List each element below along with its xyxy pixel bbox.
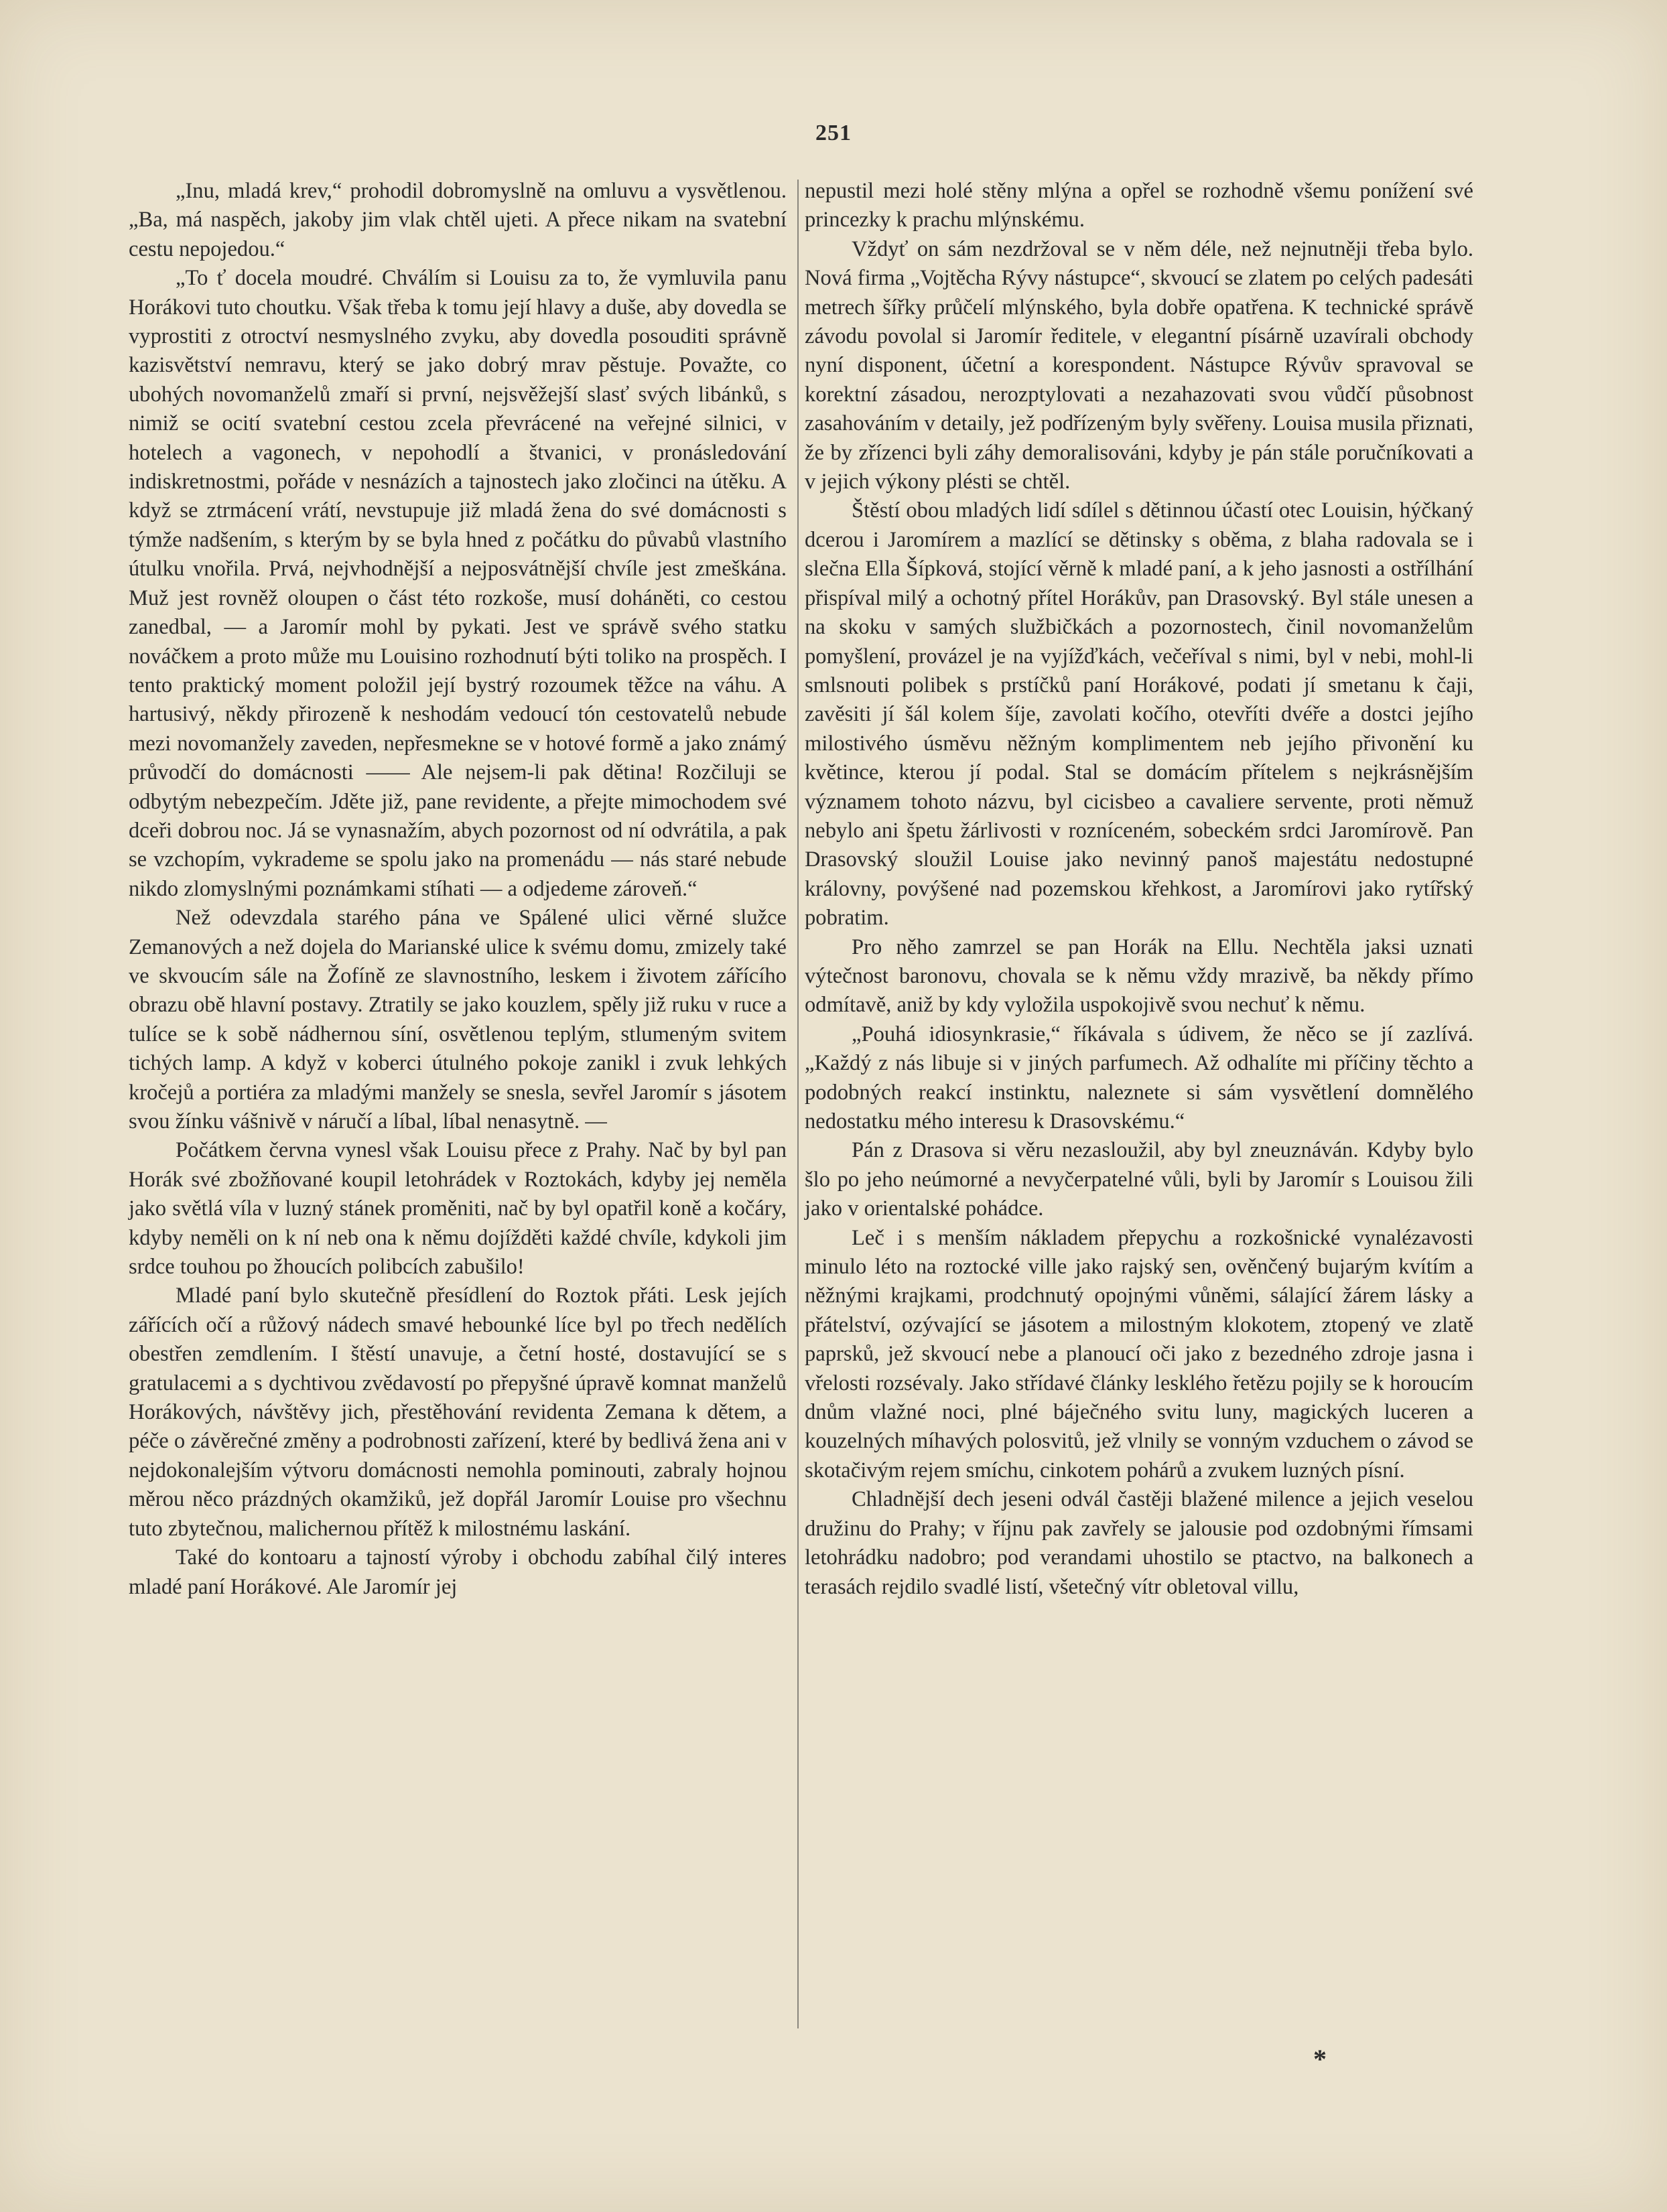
paragraph-continuation: nepustil mezi holé stěny mlýna a opřel se rozhodně všemu ponížení své princezky k prachu mlýnskému. xyxy=(805,179,1473,232)
paragraph: Štěstí obou mladých lidí sdílel s dětinnou účastí otec Louisin, hýčkaný dcerou i Jaromírem a mazlící se dětinsky s oběma, z blaha radovala se i slečna Ella Šípková, stojící věrně k mladé paní, a k jeho jasnosti a ostřílhání přispíval milý a ochotný přítel Horákův, pan Drasovský. Byl stále unesen a na skoku v samých službičkách a pozornostech, činil novomanželům pomyšlení, provázel je na vyjížďkách, večeříval s nimi, byl v nebi, mohl-li smlsnouti polibek s prstíčků paní Horákové, podati jí smetanu k čaji, zavěsiti jí šál kolem šíje, zavolati kočího, otevříti dvéře a dostci jejího milostivého úsměvu něžným komplimentem neb jejího přivonění ku květince, kterou jí podal. Stal se domácím přítelem s nejkrásnějším významem tohoto názvu, byl cicisbeo a cavaliere servente, proti němuž nebylo ani špetu žárlivosti v rozníceném, sobeckém srdci Jaromírově. Pan Drasovský sloužil Louise jako nevinný panoš majestátu nedostupné královny, povýšené nad pozemskou křehkost, a Jaromírovi jako rytířský pobratim. xyxy=(805,498,1473,930)
paragraph: Leč i s menším nákladem přepychu a rozkošnické vynalézavosti minulo léto na roztocké ville jako rajský sen, ověnčený bujarým kvítím a něžnými krajkami, prodchnutý opojnými vůněmi, sálající žárem lásky a přátelství, ozývající se jásotem a milostným klokotem, ztopený ve zlatě paprsků, jež skvoucí nebe a planoucí oči jako z bezedného zdroje jasna i vřelosti rozsévaly. Jako střídavé články lesklého řetězu pojily se k horoucím dnům vlažné noci, plné báječného svitu luny, magických luceren a kouzelných míhavých polosvitů, jež vlnily se vonným vzduchem o závod se skotačivým rejem smíchu, cinkotem pohárů a zvukem luzných písní. xyxy=(805,1225,1473,1482)
paragraph: Mladé paní bylo skutečně přesídlení do Roztok přáti. Lesk jejích zářících očí a růžový nádech smavé hebounké líce byl po třech nedělích obestřen zemdlením. I štěstí unavuje, a četní hosté, dostavující se s gratulacemi a s dychtivou zvědavostí po přepyšné úpravě komnat manželů Horákových, návštěvy jich, přestěhování revidenta Zemana k dětem, a péče o závěrečné změny a podrobnosti zařízení, které by bedlivá žena ani v nejdokonalejším výtvoru domácnosti nemohla pominouti, zabraly hojnou měrou něco prázdných okamžiků, jež dopřál Jaromír Louise pro všechnu tuto zbytečnou, malichernou přítěž k milostnému laskání. xyxy=(129,1284,787,1541)
paragraph: Pán z Drasova si věru nezasloužil, aby byl zneuznáván. Kdyby bylo šlo po jeho neúmorné a nevyčerpatelné vůli, byli by Jaromír s Louisou žili jako v orientalské pohádce. xyxy=(805,1138,1473,1221)
column-divider xyxy=(797,180,799,2028)
page-number: 251 xyxy=(815,121,852,145)
paragraph: Počátkem června vynesl však Louisu přece z Prahy. Nač by byl pan Horák své zbožňované koupil letohrádek v Roztokách, kdyby jej neměla jako světlá víla v luzný stánek proměniti, nač by byl opatřil koně a kočáry, kdyby neměli on k ní neb ona k němu dojížděti každé chvíle, kdykoli jim srdce touhou po žhoucích polibcích zabušilo! xyxy=(129,1138,787,1280)
paragraph: Vždyť on sám nezdržoval se v něm déle, než nejnutněji třeba bylo. Nová firma „Vojtěcha Rývy nástupce“, skvoucí se zlatem po celých padesáti metrech šířky průčelí mlýnského, byla dobře opatřena. K technické správě závodu povolal si Jaromír ředitele, v elegantní písárně uzavírali obchody nyní disponent, účetní a korespondent. Nástupce Rývův spravoval se korektní zásadou, nerozptylovati a nezahazovati svou vůdčí působnost zasahováním v detaily, jež podřízeným byly svěřeny. Louisa musila přiznati, že by zřízenci byli záhy demoralisováni, kdyby je pán stále poručníkovati a v jejich výkony plésti se chtěl. xyxy=(805,236,1473,494)
right-column xyxy=(805,177,1473,1602)
paragraph: Také do kontoaru a tajností výroby i obchodu zabíhal čilý interes mladé paní Horákové. Ale Jaromír jej xyxy=(129,1545,787,1599)
paragraph: Pro něho zamrzel se pan Horák na Ellu. Nechtěla jaksi uznati výtečnost baronovu, chovala se k němu vždy mrazivě, ba někdy přímo odmítavě, aniž by kdy vyložila uspokojivě svou nechuť k němu. xyxy=(805,935,1473,1018)
paragraph: „To ť docela moudré. Chválím si Louisu za to, že vymluvila panu Horákovi tuto choutku. Však třeba k tomu její hlavy a duše, aby dovedla se vyprostiti z otroctví nesmyslného zvyku, aby dovedla posouditi správně kazisvětství nemravu, který se jako dobrý mrav pěstuje. Považte, co ubohých novomanželů zmaří si první, nejsvěžejší slasť svých libánků, s nimiž se ocití svatební cestou zcela převrácené na veřejné silnici, v hotelech a vagonech, v nepohodlí a štvanici, v pronásledování indiskretnostmi, pořáde v nesnázích a tajnostech jako zločinci na útěku. A když se ztrmácení vrátí, nevstupuje již mladá žena do své domácnosti s týmže nadšením, s kterým by se byla hned z počátku do půvabů vlastního útulku vnořila. Prvá, nejvhodnější a nejposvátnější chvíle jest zmeškána. Muž jest rovněž oloupen o část této rozkoše, musí doháněti, co cestou zanedbal, — a Jaromír mohl by pykati. Jest ve správě svého statku nováčkem a proto může mu Louisino rozhodnutí býti toliko na prospěch. I tento praktický moment položil její bystrý rozoumek těžce na váhu. A hartusivý, někdy přirozeně k neshodám vedoucí tón cestovatelů nebude mezi novomanžely zaveden, nepřesmekne se v hotové formě a jako známý průvodčí do domácnosti —— Ale nejsem-li pak dětina! Rozčiluji se odbytým nebezpečím. Jděte již, pane revidente, a přejte mimochodem své dceři dobrou noc. Já se vynasnažím, abych pozornost od ní odvrátila, a pak se vzchopím, vykrademe se spolu jako na promenádu — nás staré nebude nikdo zlomyslnými poznámkami stíhati — a odjedeme zároveň.“ xyxy=(129,266,787,901)
left-column xyxy=(129,177,787,1602)
paragraph: „Pouhá idiosynkrasie,“ říkávala s údivem, že něco se jí zazlívá. „Každý z nás libuje si v jiných parfumech. Až odhalíte mi příčiny těchto a podobných reakcí instinktu, naleznete si sám vysvětlení domnělého nedostatku mého interesu k Drasovskému.“ xyxy=(805,1022,1473,1133)
section-ornament: * xyxy=(1313,2044,1327,2074)
paragraph: „Inu, mladá krev,“ prohodil dobromyslně na omluvu a vysvětlenou. „Ba, má naspěch, jakoby jim vlak chtěl ujeti. A přece nikam na svatební cestu nepojedou.“ xyxy=(129,179,787,261)
paragraph: Chladnější dech jeseni odvál častěji blažené milence a jejich veselou družinu do Prahy; v říjnu pak zavřely se jalousie pod ozdobnými římsami letohrádku nadobro; pod verandami uhostilo se ptactvo, na balkonech a terasách rejdilo svadlé listí, všetečný vítr obletoval villu, xyxy=(805,1487,1473,1599)
paragraph: Než odevzdala starého pána ve Spálené ulici věrné služce Zemanových a než dojela do Marianské ulice k svému domu, zmizely také ve skvoucím sále na Žofíně ze slavnostního, leskem i životem zářícího obrazu obě hlavní postavy. Ztratily se jako kouzlem, spěly již ruku v ruce a tulíce se k sobě nádhernou síní, osvětlenou teplým, stlumeným svitem tichých lamp. A když v koberci útulného pokoje zanikl i zvuk lehkých kročejů a portiéra za mladými manžely se snesla, sevřel Jaromír s jásotem svou žínku vášnivě v náručí a líbal, líbal nenasytně. — xyxy=(129,906,787,1133)
